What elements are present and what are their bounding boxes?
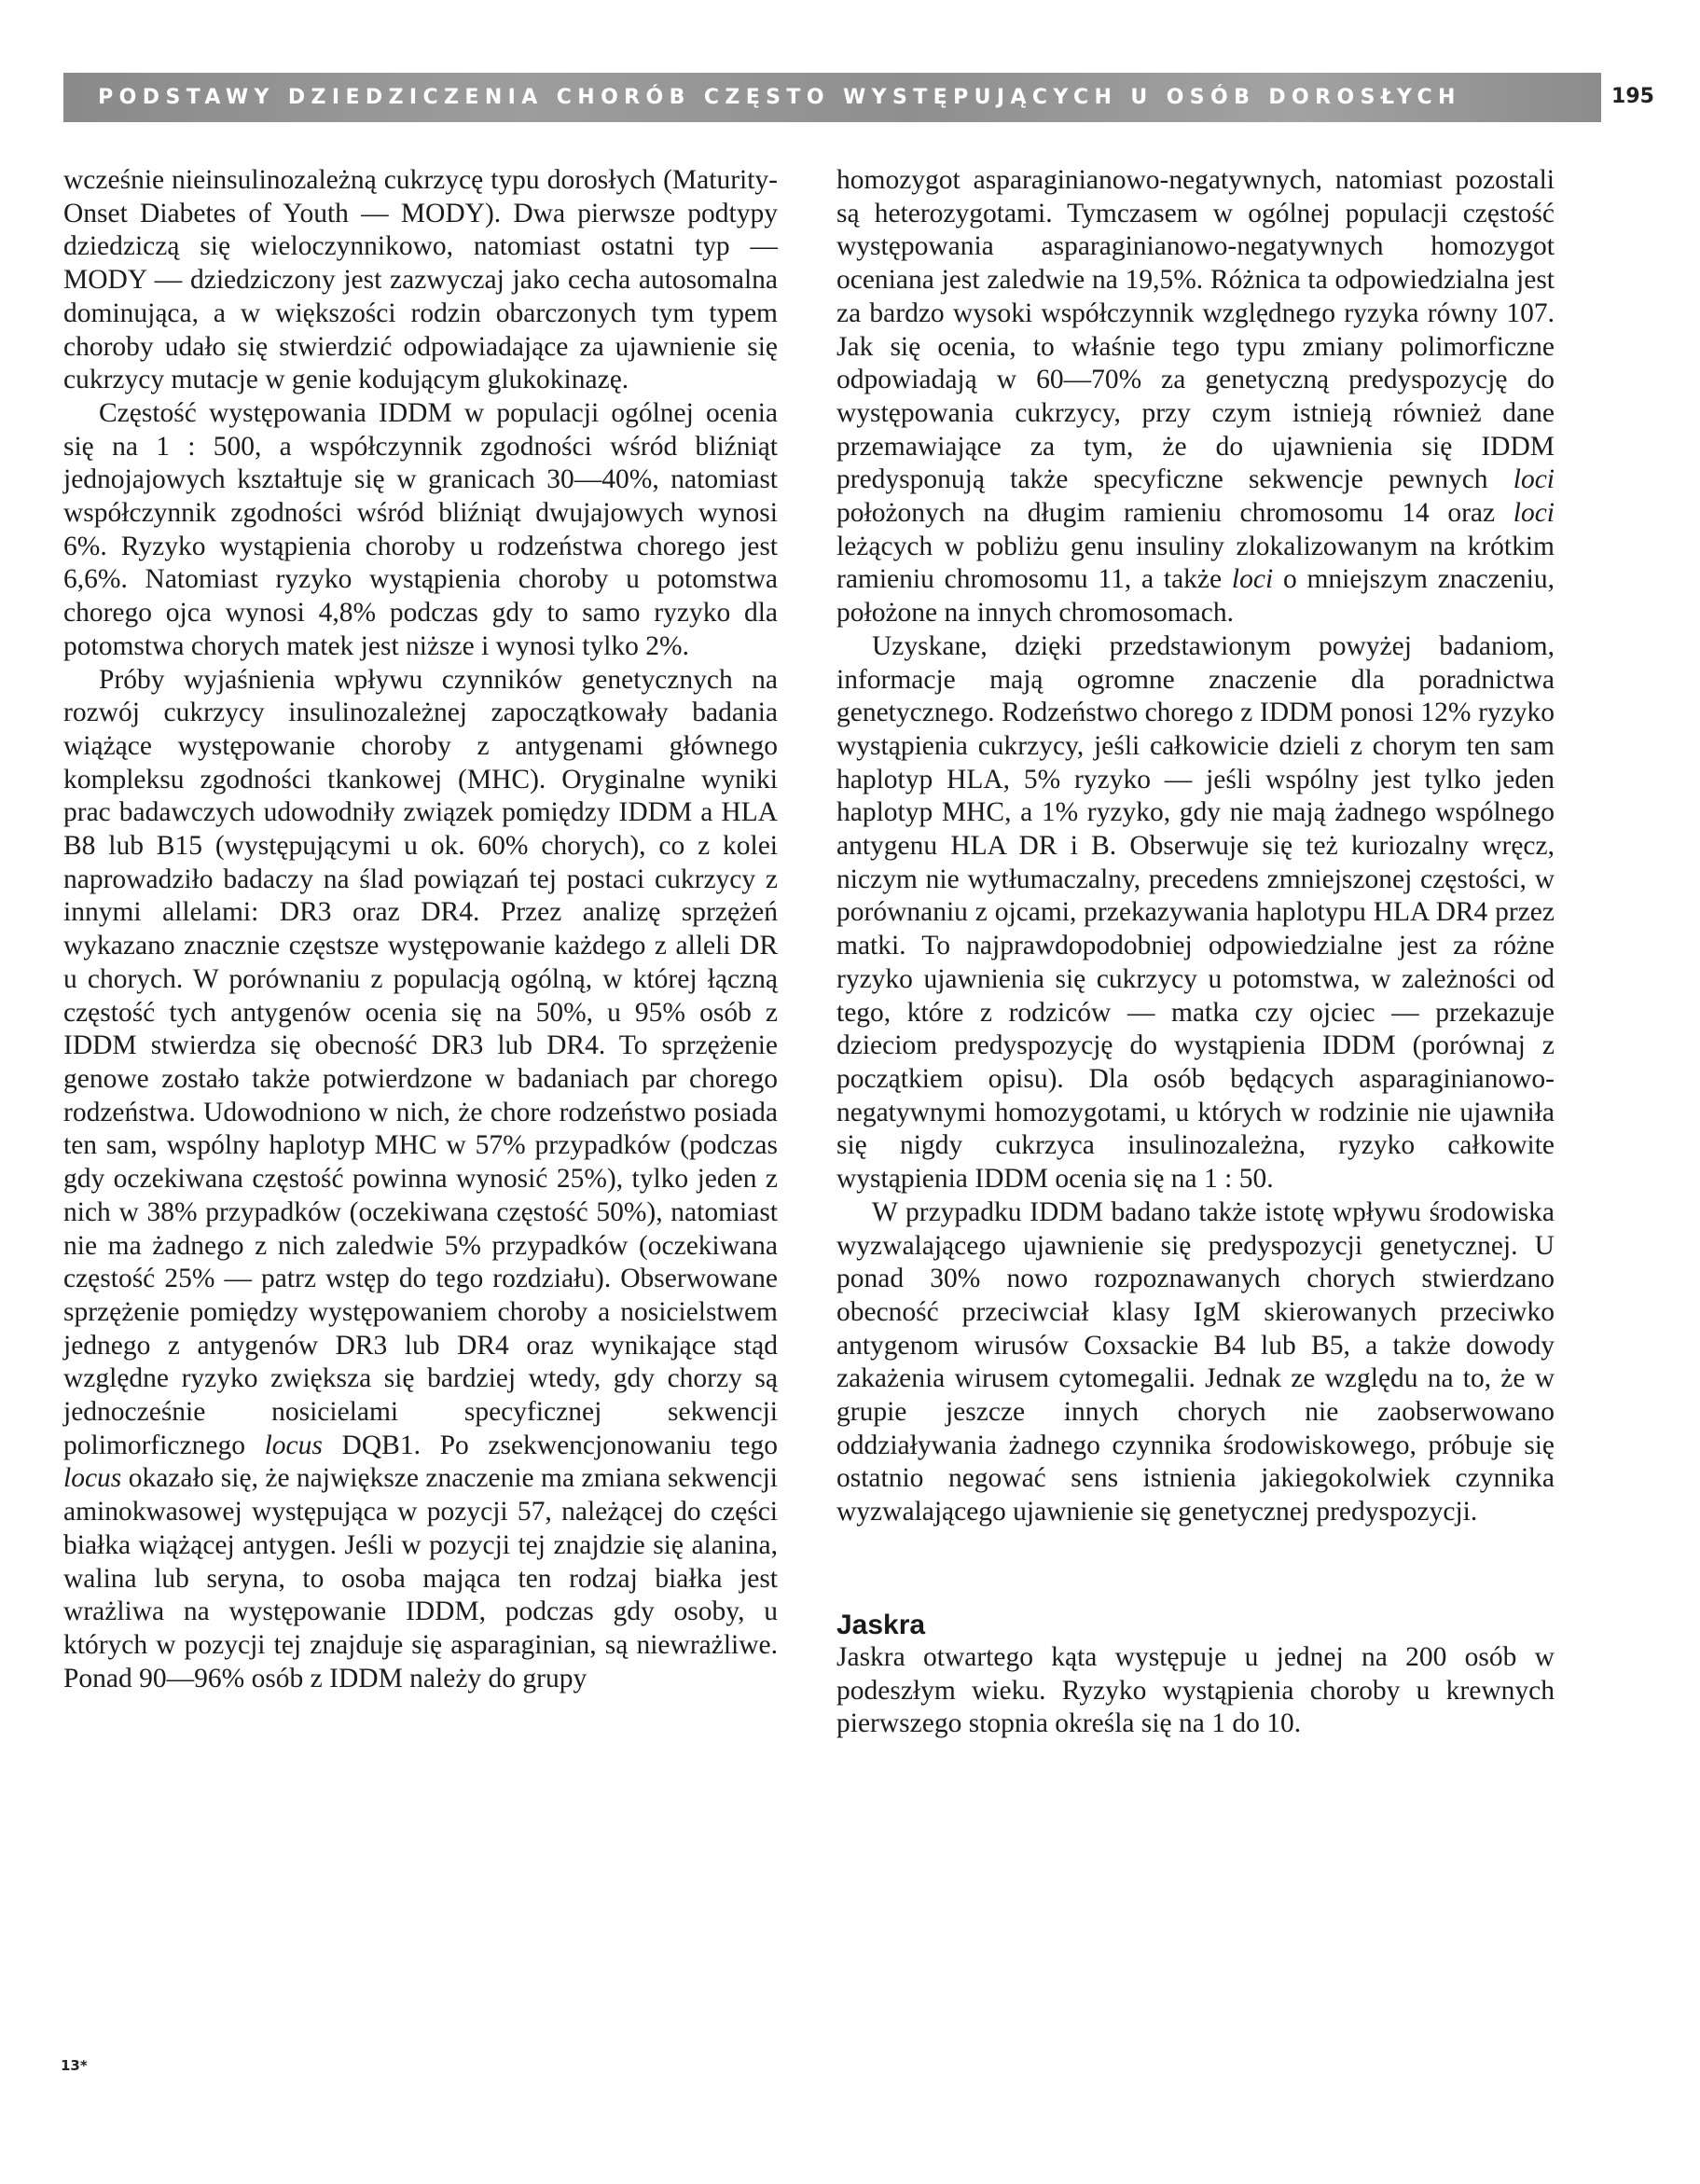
- right-column: [836, 164, 1555, 1741]
- italic-term: loci: [1231, 564, 1274, 595]
- italic-term: locus: [264, 1430, 323, 1460]
- italic-term: loci: [1513, 498, 1555, 529]
- paragraph-mhc-association: [63, 664, 778, 1696]
- paragraph-text: Uzyskane, dzięki przedstawionym powyżej badaniom, informacje mają ogromne znaczenie dla poradnictwa genetycznego. Rodzeństwo chorego z IDDM ponosi 12% ryzyko wystąpienia cukrzycy, jeśli całkowicie dzieli z chorym ten sam haplotyp HLA, 5% ryzyko — jeśli wspólny jest tylko jeden haplotyp MHC, a 1% ryzyko, gdy nie mają żadnego wspólnego antygenu HLA DR i B. Obserwuje się też kuriozalny wręcz, niczym nie wytłumaczalny, precedens zmniejszonej częstości, w porównaniu z ojcami, przekazywania haplotypu HLA DR4 przez matki. To najprawdopodobniej odpowiedzialne jest za różne ryzyko ujawnienia się cukrzycy u potomstwa, w zależności od tego, które z rodziców — matka czy ojciec — przekazuje dzieciom predyspozycję do wystąpienia IDDM (porównaj z początkiem opisu). Dla osób będących asparaginianowo-negatywnymi homozygotami, u których w rodzinie nie ujawniła się nigdy cukrzyca insulinozależna, ryzyko całkowite wystąpienia IDDM ocenia się na 1 : 50.: [836, 630, 1555, 1195]
- paragraph-text: okazało się, że największe znaczenie ma zmiana sekwencji aminokwasowej występująca w pozycji 57, należącej do części białka wiążącej antygen. Jeśli w pozycji tej znajdzie się alanina, walina lub seryna, to osoba mająca ten rodzaj białka jest wrażliwa na występowanie IDDM, podczas gdy osoby, u których w pozycji tej znajduje się asparaginian, są niewrażliwe. Ponad 90—96% osób z IDDM należy do grupy: [63, 1463, 778, 1693]
- paragraph-text: leżących w pobliżu genu insuliny zlokalizowanym na krótkim ramieniu chromosomu 11, a także: [836, 531, 1555, 595]
- paragraph-text: Jaskra otwartego kąta występuje u jednej na 200 osób w podeszłym wieku. Ryzyko wystąpienia choroby u krewnych pierwszego stopnia określa się na 1 do 10.: [836, 1641, 1555, 1739]
- running-header-bar: [63, 73, 1601, 122]
- italic-term: locus: [63, 1463, 122, 1494]
- paragraph-iddm-frequency: [63, 397, 778, 664]
- paragraph-environment: [836, 1196, 1555, 1529]
- left-column: [63, 164, 778, 1695]
- paragraph-homozygotes-continued: [836, 164, 1555, 630]
- paragraph-text: o mniejszym znaczeniu, położone na innych chromosomach.: [836, 564, 1555, 629]
- paragraph-jaskra: [836, 1641, 1555, 1741]
- paragraph-text: wcześnie nieinsulinozależną cukrzycę typu dorosłych (Maturity-Onset Diabetes of Youth — MODY). Dwa pierwsze podtypy dziedziczą się wieloczynnikowo, natomiast ostatni typ — MODY — dziedziczony jest zazwyczaj jako cecha autosomalna dominująca, a w większości rodzin obarczonych tym typem choroby udało się stwierdzić odpowiadające za ujawnienie się cukrzycy mutacje w genie kodującym glukokinazę.: [63, 165, 778, 395]
- section-heading-jaskra: Jaskra: [836, 1609, 926, 1640]
- paragraph-text: homozygot asparaginianowo-negatywnych, natomiast pozostali są heterozygotami. Tymczasem w ogólnej populacji częstość występowania asparaginianowo-negatywnych homozygot oceniana jest zaledwie na 19,5%. Różnica ta odpowiedzialna jest za bardzo wysoki współczynnik względnego ryzyka równy 107. Jak się ocenia, to właśnie tego typu zmiany polimorficzne odpowiadają w 60—70% za genetyczną predyspozycję do występowania cukrzycy, przy czym istnieją również dane przemawiające za tym, że do ujawnienia się IDDM predysponują także specyficzne sekwencje pewnych: [836, 165, 1555, 495]
- italic-term: loci: [1513, 464, 1555, 495]
- paragraph-text: Częstość występowania IDDM w populacji ogólnej ocenia się na 1 : 500, a współczynnik zgodności wśród bliźniąt jednojajowych kształtuje się w granicach 30—40%, natomiast współczynnik zgodności wśród bliźniąt dwujajowych wynosi 6%. Ryzyko wystąpienia choroby u rodzeństwa chorego jest 6,6%. Natomiast ryzyko wystąpienia choroby u potomstwa chorego ojca wynosi 4,8% podczas gdy to samo ryzyko dla potomstwa chorych matek jest niższe i wynosi tylko 2%.: [63, 397, 778, 661]
- paragraph-text: W przypadku IDDM badano także istotę wpływu środowiska wyzwalającego ujawnienie się predyspozycji genetycznej. U ponad 30% nowo rozpoznawanych chorych stwierdzano obecność przeciwciał klasy IgM skierowanych przeciwko antygenom wirusów Coxsackie B4 lub B5, a także dowody zakażenia wirusem cytomegalii. Jednak ze względu na to, że w grupie jeszcze innych chorych nie zaobserwowano oddziaływania żadnego czynnika środowiskowego, próbuje się ostatnio negować sens istnienia jakiegokolwiek czynnika wyzwalającego ujawnienie się genetycznej predyspozycji.: [836, 1196, 1555, 1527]
- paragraph-text: Próby wyjaśnienia wpływu czynników genetycznych na rozwój cukrzycy insulinozależnej zapoczątkowały badania wiążące występowanie choroby z antygenami głównego kompleksu zgodności tkankowej (MHC). Oryginalne wyniki prac badawczych udowodniły związek pomiędzy IDDM a HLA B8 lub B15 (występującymi u ok. 60% chorych), co z kolei naprowadziło badaczy na ślad powiązań tej postaci cukrzycy z innymi allelami: DR3 oraz DR4. Przez analizę sprzężeń wykazano znacznie częstsze występowanie każdego z alleli DR u chorych. W porównaniu z populacją ogólną, w której łączną częstość tych antygenów ocenia się na 50%, u 95% osób z IDDM stwierdza się obecność DR3 lub DR4. To sprzężenie genowe zostało także potwierdzone w badaniach par chorego rodzeństwa. Udowodniono w nich, że chore rodzeństwo posiada ten sam, wspólny haplotyp MHC w 57% przypadków (podczas gdy oczekiwana częstość powinna wynosić 25%), tylko jeden z nich w 38% przypadków (oczekiwana częstość 50%), natomiast nie ma żadnego z nich zaledwie 5% przypadków (oczekiwana częstość 25% — patrz wstęp do tego rozdziału). Obserwowane sprzężenie pomiędzy występowaniem choroby a nosicielstwem jednego z antygenów DR3 lub DR4 oraz wynikające stąd względne ryzyko zwiększa się bardziej wtedy, gdy chorzy są jednocześnie nosicielami specyficznej sekwencji polimorficznego: [63, 664, 778, 1460]
- paragraph-mody-continued: [63, 164, 778, 397]
- paragraph-text: położonych na długim ramieniu chromosomu 14 oraz: [836, 498, 1496, 529]
- paragraph-genetic-counseling: [836, 630, 1555, 1196]
- printer-signature-mark: 13*: [61, 2057, 88, 2074]
- paragraph-text: DQB1. Po zsekwencjonowaniu tego: [341, 1430, 778, 1460]
- page-number: 195: [1611, 85, 1654, 108]
- running-header-title: PODSTAWY DZIEDZICZENIA CHORÓB CZĘSTO WYSTĘPUJĄCYCH U OSÓB DOROSŁYCH: [98, 86, 1461, 109]
